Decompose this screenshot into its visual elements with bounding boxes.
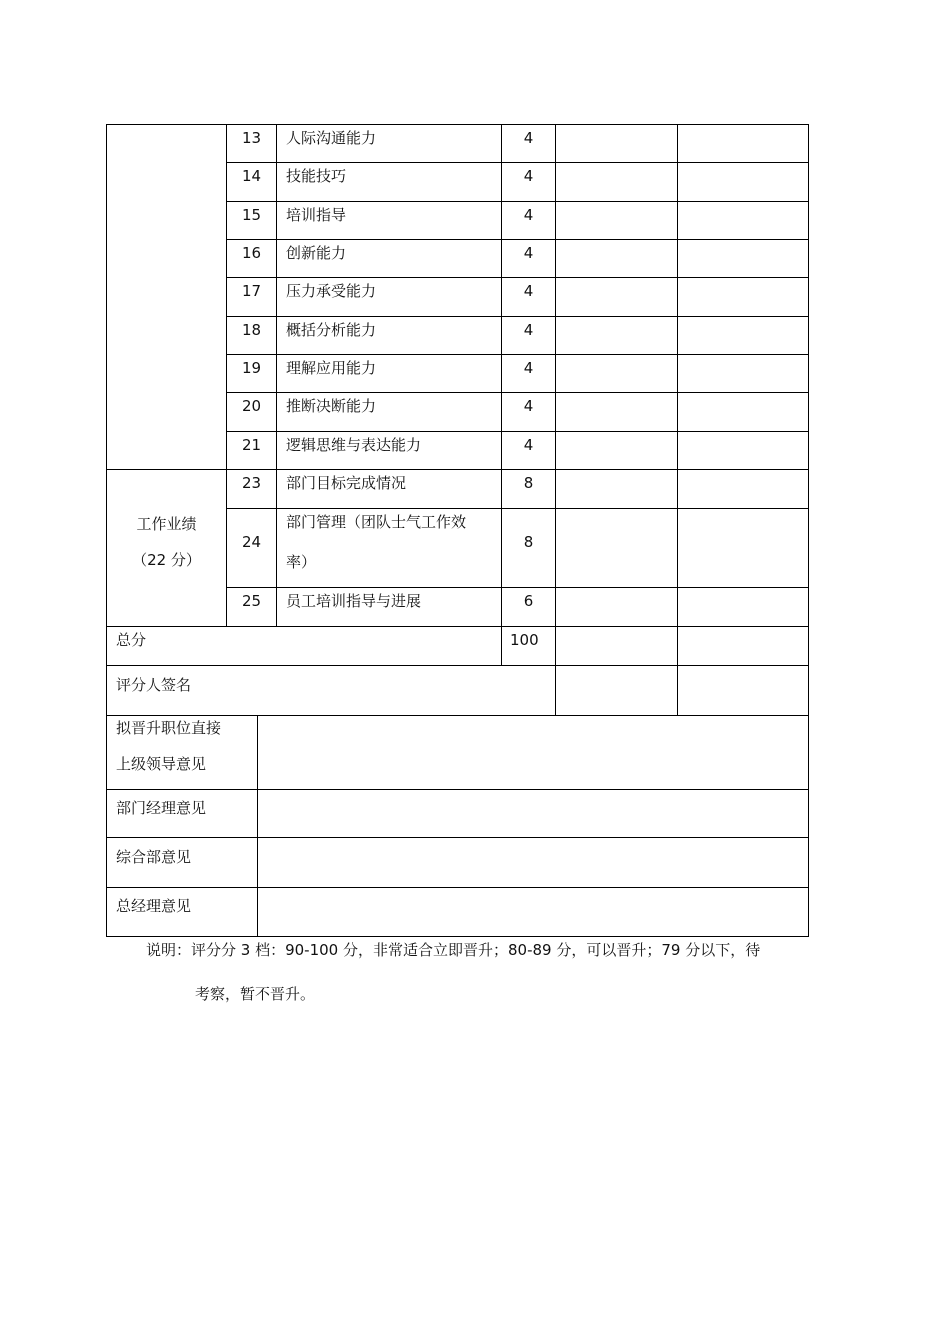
item-score: 4 bbox=[523, 282, 534, 300]
row-divider bbox=[226, 354, 809, 355]
category-label: 工作业绩 bbox=[136, 515, 197, 533]
item-name: 创新能力 bbox=[286, 244, 347, 262]
item-number: 20 bbox=[241, 397, 262, 415]
row-divider bbox=[226, 201, 809, 202]
supervisor-opinion-label: 拟晋升职位直接 bbox=[116, 719, 222, 737]
item-score: 4 bbox=[523, 167, 534, 185]
item-score: 8 bbox=[523, 474, 534, 492]
item-score: 4 bbox=[523, 359, 534, 377]
item-score: 4 bbox=[523, 244, 534, 262]
item-number: 19 bbox=[241, 359, 262, 377]
item-number: 15 bbox=[241, 206, 262, 224]
row-divider bbox=[106, 837, 809, 838]
col-divider bbox=[257, 715, 258, 936]
item-number: 23 bbox=[241, 474, 262, 492]
item-score: 4 bbox=[523, 397, 534, 415]
col-divider bbox=[555, 124, 556, 715]
row-divider bbox=[106, 665, 809, 666]
table-border-top bbox=[106, 124, 809, 125]
table-border-right bbox=[808, 124, 809, 937]
general-dept-opinion-label: 综合部意见 bbox=[116, 848, 192, 866]
item-name: 压力承受能力 bbox=[286, 282, 377, 300]
item-score: 4 bbox=[523, 321, 534, 339]
row-divider bbox=[106, 887, 809, 888]
note-line-2: 考察，暂不晋升。 bbox=[195, 985, 316, 1003]
row-divider bbox=[226, 392, 809, 393]
item-number: 21 bbox=[241, 436, 262, 454]
total-score: 100 bbox=[510, 631, 539, 649]
item-score: 8 bbox=[523, 533, 534, 551]
item-score: 6 bbox=[523, 592, 534, 610]
item-number: 16 bbox=[241, 244, 262, 262]
item-number: 18 bbox=[241, 321, 262, 339]
row-divider bbox=[226, 587, 809, 588]
item-number: 24 bbox=[241, 533, 262, 551]
row-divider bbox=[106, 715, 809, 716]
item-score: 4 bbox=[523, 436, 534, 454]
item-name: 人际沟通能力 bbox=[286, 129, 377, 147]
item-name: 部门管理（团队士气工作效 bbox=[286, 513, 467, 531]
row-divider bbox=[226, 508, 809, 509]
item-name: 部门目标完成情况 bbox=[286, 474, 407, 492]
col-divider bbox=[276, 124, 277, 626]
item-score: 4 bbox=[523, 206, 534, 224]
item-name: 推断决断能力 bbox=[286, 397, 377, 415]
general-manager-opinion-label: 总经理意见 bbox=[116, 897, 192, 915]
note-line-1: 说明：评分分 3 档：90-100 分，非常适合立即晋升；80-89 分，可以晋升；79 分以下，待 bbox=[146, 941, 761, 959]
item-number: 14 bbox=[241, 167, 262, 185]
dept-manager-opinion-label: 部门经理意见 bbox=[116, 799, 207, 817]
item-name: 逻辑思维与表达能力 bbox=[286, 436, 422, 454]
category-points: （22 分） bbox=[132, 551, 201, 569]
item-number: 25 bbox=[241, 592, 262, 610]
item-number: 13 bbox=[241, 129, 262, 147]
item-name: 理解应用能力 bbox=[286, 359, 377, 377]
item-name-continued: 率） bbox=[286, 553, 317, 571]
table-border-bottom bbox=[106, 936, 809, 937]
item-name: 员工培训指导与进展 bbox=[286, 592, 422, 610]
col-divider bbox=[677, 124, 678, 715]
item-name: 培训指导 bbox=[286, 206, 347, 224]
row-divider bbox=[106, 626, 809, 627]
signature-label: 评分人签名 bbox=[116, 676, 192, 694]
item-score: 4 bbox=[523, 129, 534, 147]
item-number: 17 bbox=[241, 282, 262, 300]
row-divider bbox=[226, 316, 809, 317]
item-name: 概括分析能力 bbox=[286, 321, 377, 339]
row-divider bbox=[226, 277, 809, 278]
row-divider bbox=[226, 162, 809, 163]
row-divider bbox=[106, 469, 809, 470]
total-label: 总分 bbox=[116, 631, 147, 649]
row-divider bbox=[226, 431, 809, 432]
row-divider bbox=[226, 239, 809, 240]
supervisor-opinion-label-continued: 上级领导意见 bbox=[116, 755, 207, 773]
item-name: 技能技巧 bbox=[286, 167, 347, 185]
row-divider bbox=[106, 789, 809, 790]
